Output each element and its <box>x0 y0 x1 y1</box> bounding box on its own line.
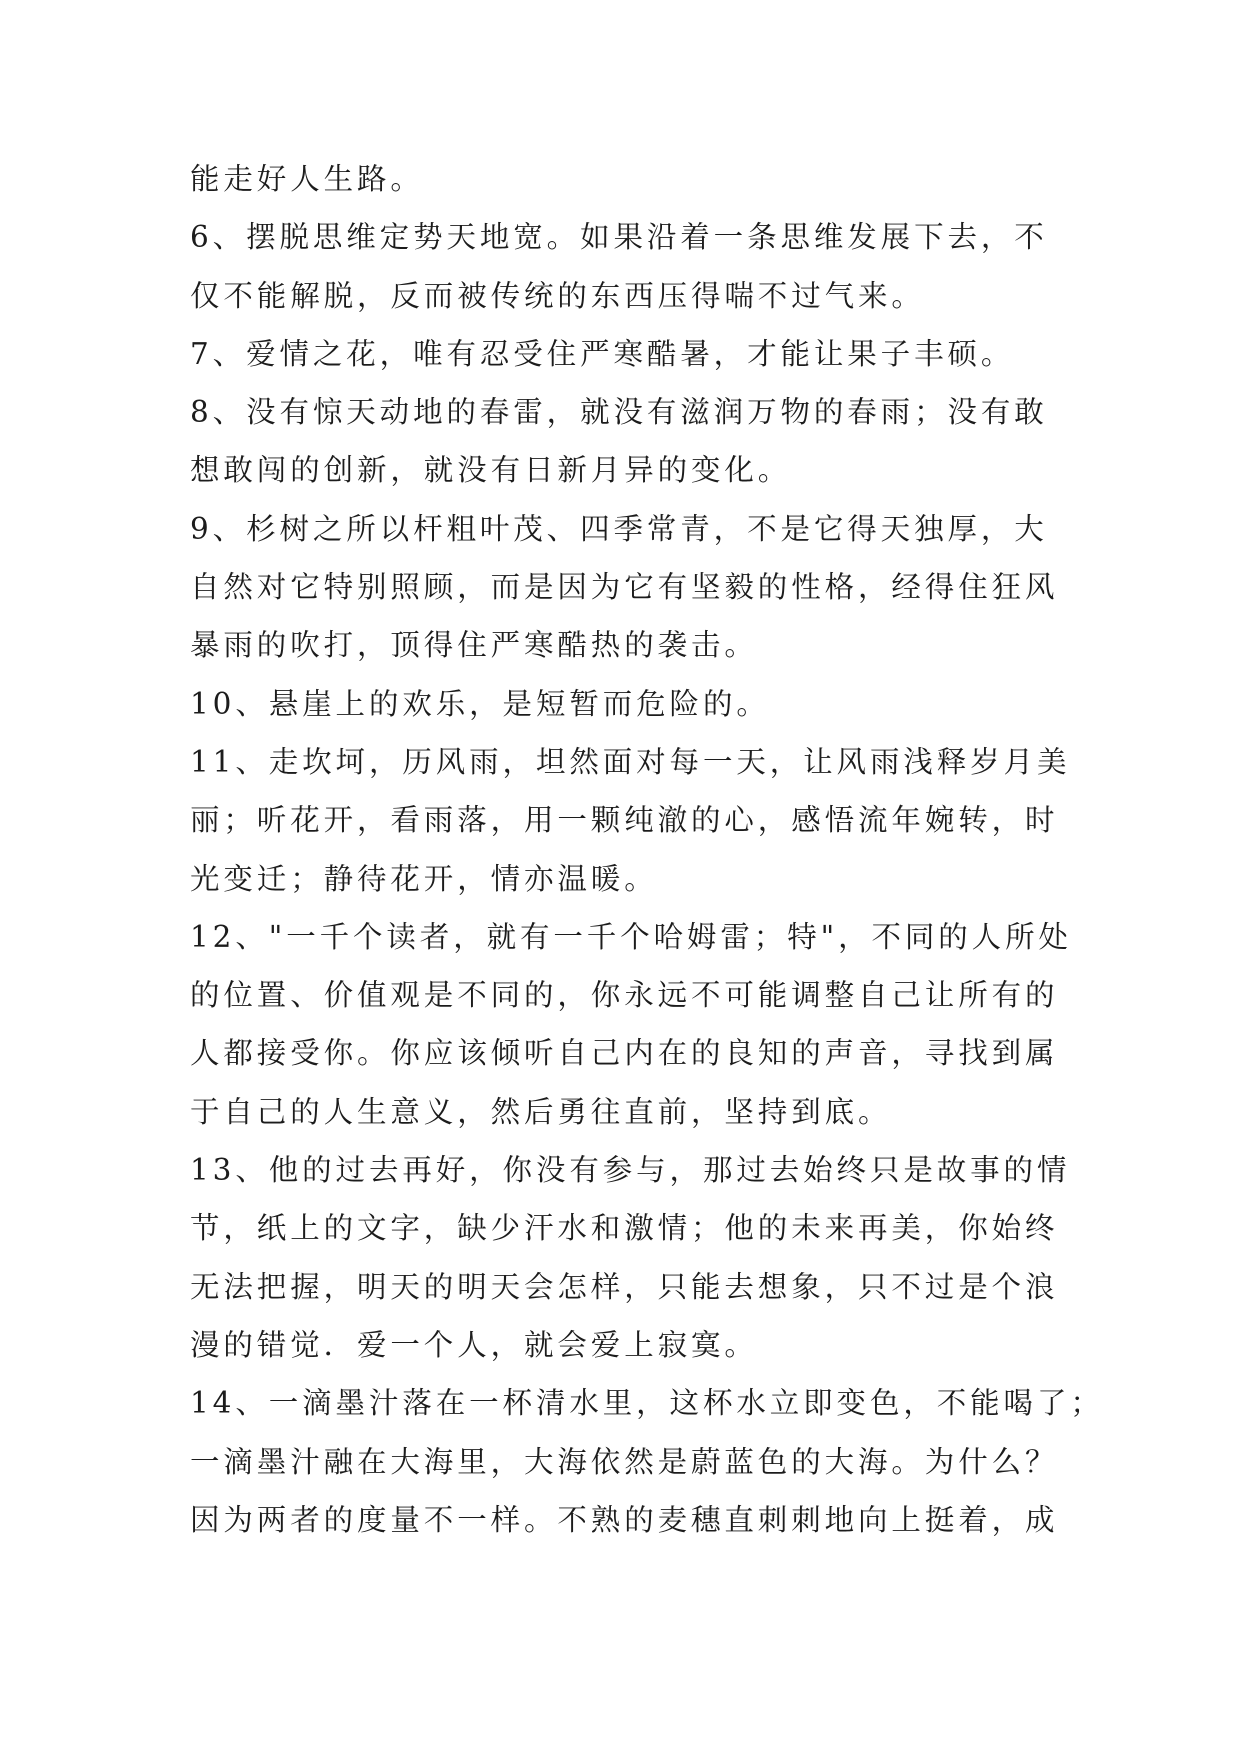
text-line: 节，纸上的文字，缺少汗水和激情；他的未来再美，你始终 <box>190 1211 1059 1246</box>
text-line: 13、他的过去再好，你没有参与，那过去始终只是故事的情 <box>190 1153 1071 1188</box>
text-line: 于自己的人生意义，然后勇往直前，坚持到底。 <box>190 1094 892 1129</box>
text-line: 一滴墨汁融在大海里，大海依然是蔚蓝色的大海。为什么？ <box>190 1444 1059 1479</box>
text-line: 想敢闯的创新，就没有日新月异的变化。 <box>190 453 792 488</box>
text-line: 漫的错觉．爱一个人，就会爱上寂寞。 <box>190 1327 758 1362</box>
text-line: 光变迁；静待花开，情亦温暖。 <box>190 861 658 896</box>
text-line: 因为两者的度量不一样。不熟的麦穗直刺刺地向上挺着，成 <box>190 1502 1059 1537</box>
text-line: 暴雨的吹打，顶得住严寒酷热的袭击。 <box>190 628 758 663</box>
text-line: 8、没有惊天动地的春雷，就没有滋润万物的春雨；没有敢 <box>190 395 1048 430</box>
text-line: 人都接受你。你应该倾听自己内在的良知的声音，寻找到属 <box>190 1036 1059 1071</box>
text-line: 7、爱情之花，唯有忍受住严寒酷暑，才能让果子丰硕。 <box>190 336 1015 371</box>
body-text <box>190 150 1104 1549</box>
text-line: 能走好人生路。 <box>190 162 424 196</box>
text-line: 的位置、价值观是不同的，你永远不可能调整自己让所有的 <box>190 978 1059 1013</box>
text-line: 丽；听花开，看雨落，用一颗纯澈的心，感悟流年婉转，时 <box>190 803 1059 838</box>
text-line: 12、"一千个读者，就有一千个哈姆雷；特"，不同的人所处 <box>190 919 1072 954</box>
text-line: 11、走坎坷，历风雨，坦然面对每一天，让风雨浅释岁月美 <box>190 744 1071 779</box>
text-line: 14、一滴墨汁落在一杯清水里，这杯水立即变色，不能喝了； <box>190 1386 1104 1421</box>
text-line: 自然对它特别照顾，而是因为它有坚毅的性格，经得住狂风 <box>190 570 1059 605</box>
text-line: 10、悬崖上的欢乐，是短暂而危险的。 <box>190 686 770 721</box>
text-line: 仅不能解脱，反而被传统的东西压得喘不过气来。 <box>190 278 925 313</box>
text-line: 6、摆脱思维定势天地宽。如果沿着一条思维发展下去，不 <box>190 220 1048 255</box>
text-line: 无法把握，明天的明天会怎样，只能去想象，只不过是个浪 <box>190 1269 1059 1304</box>
text-line: 9、杉树之所以杆粗叶茂、四季常青，不是它得天独厚，大 <box>190 511 1048 546</box>
